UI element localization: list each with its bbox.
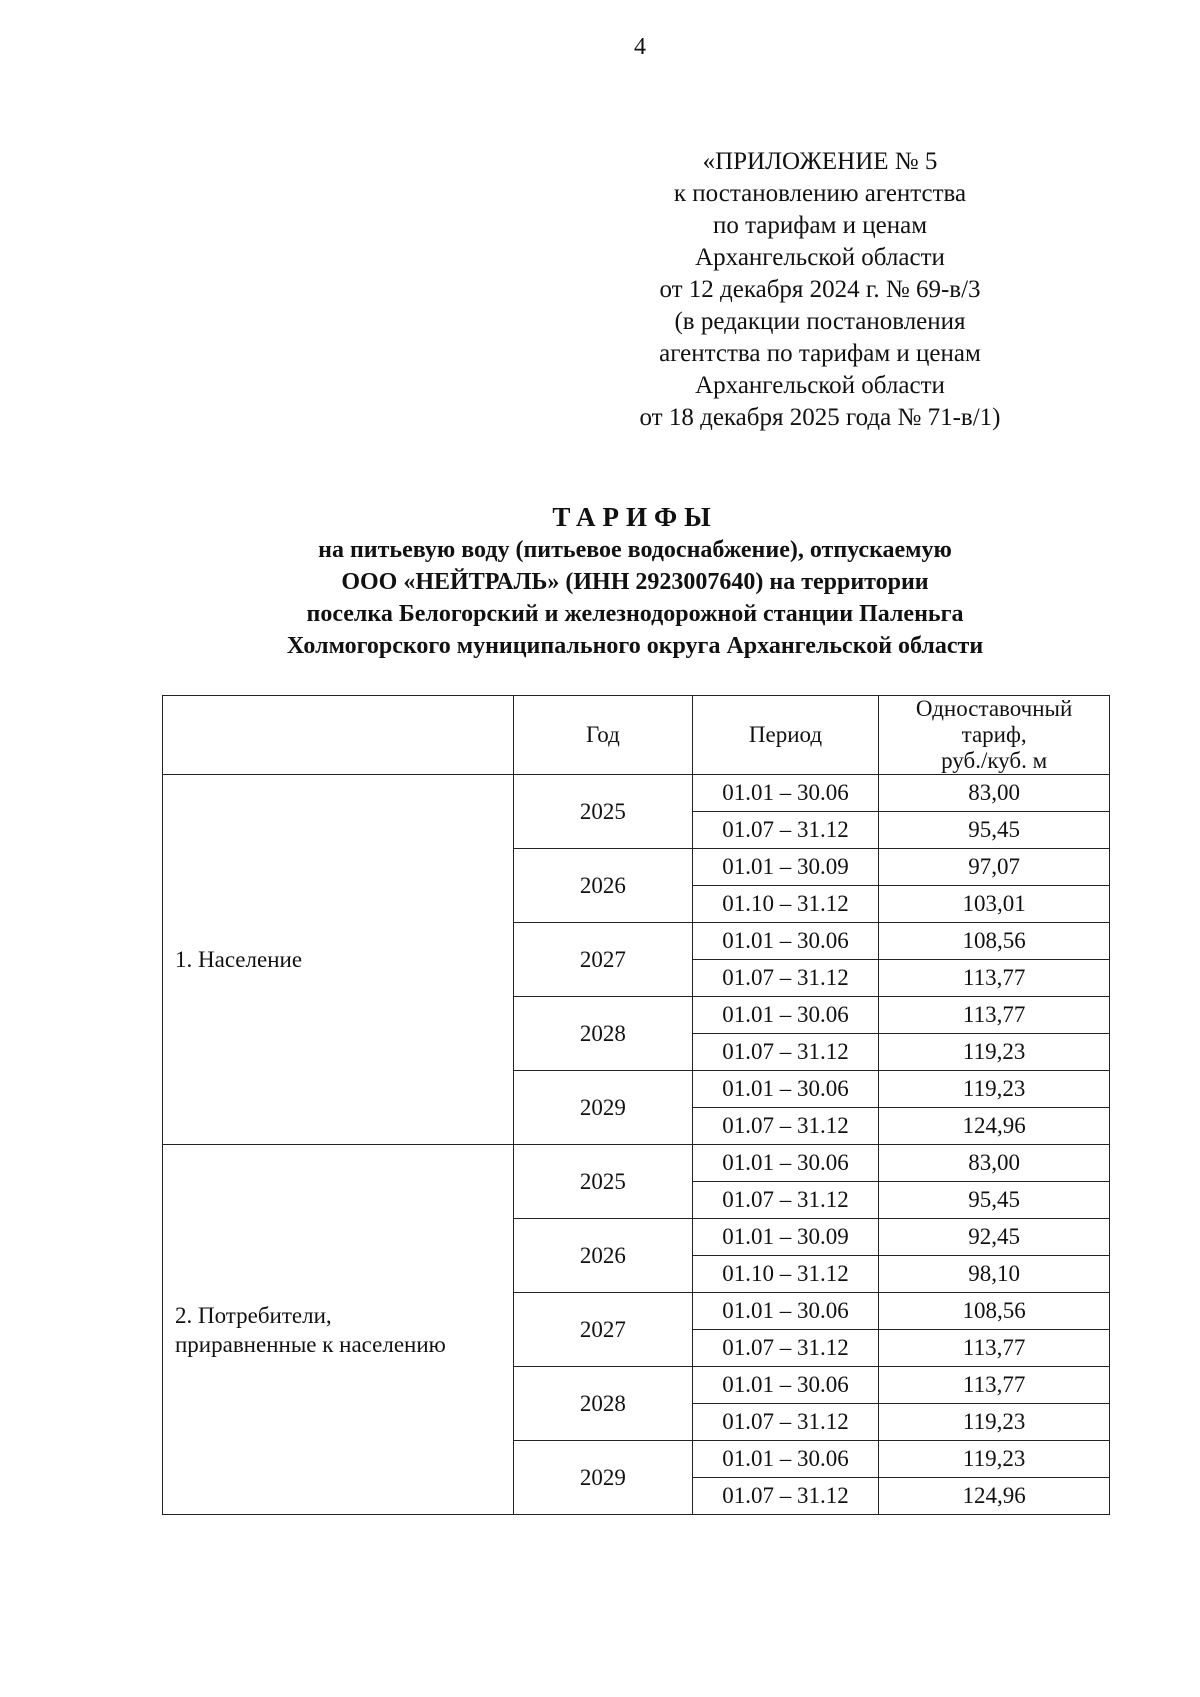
tariff-cell: 124,96 (879, 1108, 1110, 1145)
consumer-group-label: приравненные к населению (175, 1331, 446, 1357)
tariff-table (162, 695, 1110, 1515)
year-cell: 2027 (514, 923, 693, 997)
document-title (150, 500, 1120, 662)
title-line: на питьевую воду (питьевое водоснабжение), отпускаемую (318, 537, 952, 563)
table-row (163, 775, 1110, 812)
appendix-line: «ПРИЛОЖЕНИЕ № 5 (702, 148, 938, 175)
tariff-cell: 119,23 (879, 1441, 1110, 1478)
period-cell: 01.07 – 31.12 (692, 1478, 879, 1515)
period-cell: 01.01 – 30.09 (692, 1219, 879, 1256)
period-cell: 01.01 – 30.06 (692, 997, 879, 1034)
table-header-row (163, 696, 1110, 775)
period-cell: 01.07 – 31.12 (692, 812, 879, 849)
appendix-line: от 12 декабря 2024 г. № 69-в/3 (659, 276, 981, 303)
tariff-cell: 119,23 (879, 1404, 1110, 1441)
period-cell: 01.07 – 31.12 (692, 1034, 879, 1071)
page-number: 4 (634, 34, 646, 60)
period-cell: 01.01 – 30.06 (692, 1071, 879, 1108)
consumer-group-label: 2. Потребители, (175, 1302, 332, 1328)
title-main: ТАРИФЫ (552, 502, 718, 532)
header-tariff (879, 696, 1110, 775)
year-cell: 2028 (514, 997, 693, 1071)
year-cell: 2026 (514, 1219, 693, 1293)
period-cell: 01.07 – 31.12 (692, 1182, 879, 1219)
period-cell: 01.01 – 30.06 (692, 1293, 879, 1330)
tariff-cell: 92,45 (879, 1219, 1110, 1256)
consumer-group-label: 1. Население (175, 947, 303, 972)
appendix-line: (в редакции постановления (674, 308, 966, 335)
period-cell: 01.07 – 31.12 (692, 1404, 879, 1441)
tariff-cell: 83,00 (879, 775, 1110, 812)
header-tariff-line: Одноставочный (915, 696, 1073, 721)
year-cell: 2027 (514, 1293, 693, 1367)
title-line: ООО «НЕЙТРАЛЬ» (ИНН 2923007640) на территории (341, 569, 929, 595)
tariff-cell: 98,10 (879, 1256, 1110, 1293)
appendix-line: агентства по тарифам и ценам (659, 340, 981, 367)
tariff-cell: 113,77 (879, 1330, 1110, 1367)
period-cell: 01.07 – 31.12 (692, 1330, 879, 1367)
period-cell: 01.01 – 30.09 (692, 849, 879, 886)
table-body (163, 775, 1110, 1515)
appendix-line: от 18 декабря 2025 года № 71-в/1) (639, 404, 1001, 431)
tariff-cell: 83,00 (879, 1145, 1110, 1182)
year-cell: 2028 (514, 1367, 693, 1441)
tariff-cell: 108,56 (879, 923, 1110, 960)
year-cell: 2025 (514, 1145, 693, 1219)
tariff-cell: 124,96 (879, 1478, 1110, 1515)
year-cell: 2029 (514, 1441, 693, 1515)
period-cell: 01.01 – 30.06 (692, 923, 879, 960)
title-line: поселка Белогорский и железнодорожной станции Паленьга (306, 601, 964, 627)
appendix-line: Архангельской области (695, 244, 945, 271)
year-cell: 2029 (514, 1071, 693, 1145)
year-cell: 2025 (514, 775, 693, 849)
consumer-group-cell (163, 1145, 514, 1515)
appendix-line: к постановлению агентства (673, 180, 967, 207)
period-cell: 01.10 – 31.12 (692, 1256, 879, 1293)
table-row (163, 1145, 1110, 1182)
header-group (163, 696, 514, 775)
period-cell: 01.10 – 31.12 (692, 886, 879, 923)
title-line: Холмогорского муниципального округа Архангельской области (286, 633, 984, 659)
period-cell: 01.01 – 30.06 (692, 1441, 879, 1478)
period-cell: 01.01 – 30.06 (692, 1367, 879, 1404)
tariff-cell: 97,07 (879, 849, 1110, 886)
period-cell: 01.01 – 30.06 (692, 1145, 879, 1182)
year-cell: 2026 (514, 849, 693, 923)
period-cell: 01.01 – 30.06 (692, 775, 879, 812)
tariff-cell: 119,23 (879, 1071, 1110, 1108)
tariff-cell: 95,45 (879, 812, 1110, 849)
appendix-line: Архангельской области (695, 372, 945, 399)
header-year: Год (514, 696, 693, 775)
period-cell: 01.07 – 31.12 (692, 1108, 879, 1145)
header-period: Период (692, 696, 879, 775)
tariff-cell: 95,45 (879, 1182, 1110, 1219)
tariff-cell: 113,77 (879, 1367, 1110, 1404)
tariff-cell: 113,77 (879, 960, 1110, 997)
appendix-line: по тарифам и ценам (712, 212, 928, 239)
tariff-cell: 119,23 (879, 1034, 1110, 1071)
header-tariff-line: руб./куб. м (941, 748, 1048, 773)
tariff-cell: 113,77 (879, 997, 1110, 1034)
consumer-group-cell (163, 775, 514, 1145)
period-cell: 01.07 – 31.12 (692, 960, 879, 997)
tariff-cell: 103,01 (879, 886, 1110, 923)
tariff-cell: 108,56 (879, 1293, 1110, 1330)
header-tariff-line: тариф, (961, 722, 1027, 747)
appendix-header (565, 146, 1075, 434)
